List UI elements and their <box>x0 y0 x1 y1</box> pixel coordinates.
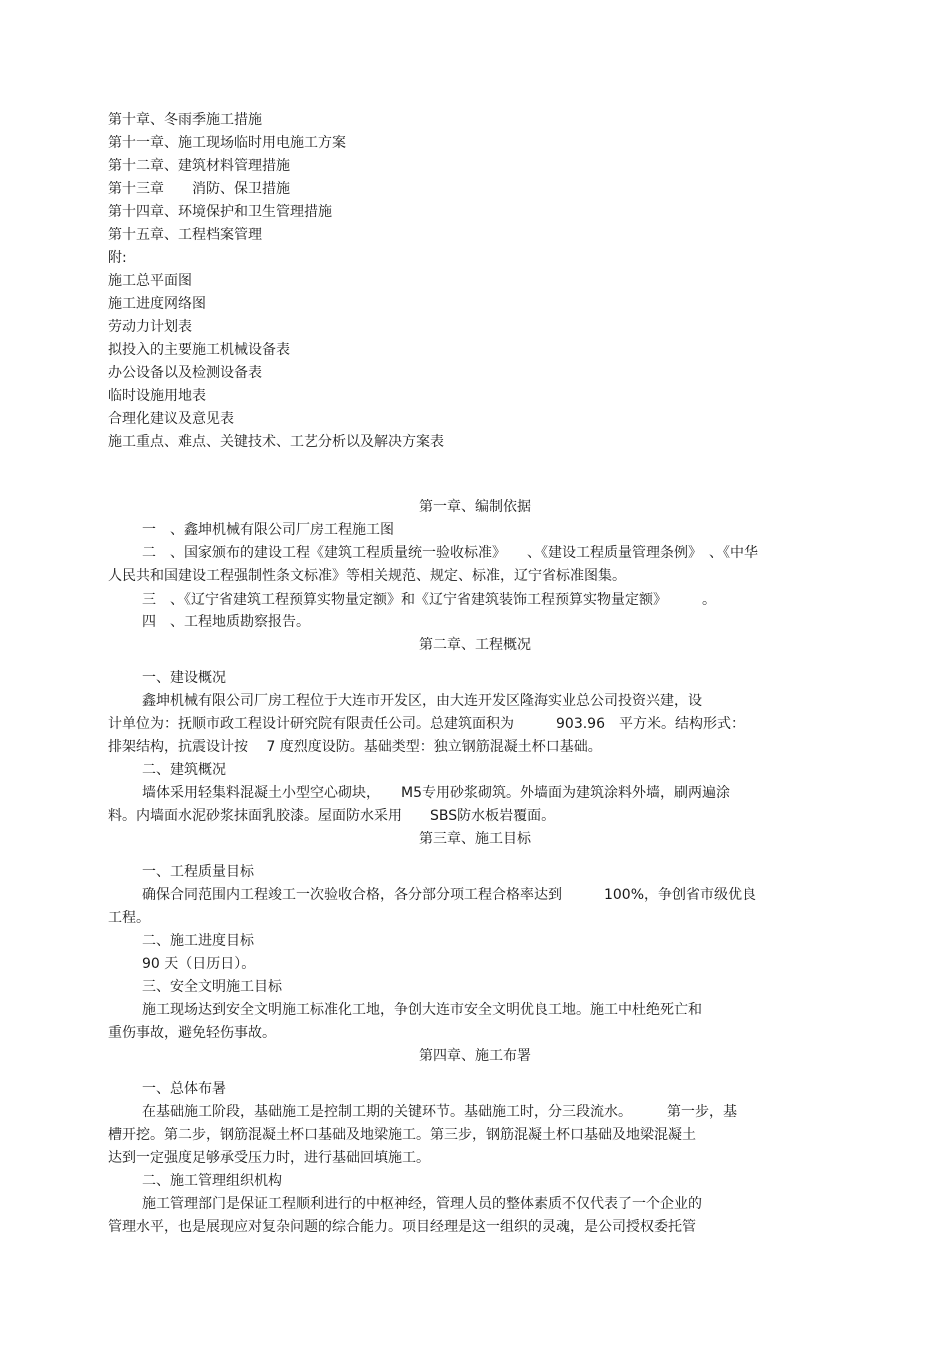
paragraph-line: 计单位为：抚顺市政工程设计研究院有限责任公司。总建筑面积为 903.96 平方米。结构形式： <box>108 716 745 732</box>
paragraph-line: 四 、工程地质勘察报告。 <box>142 614 310 630</box>
toc-item: 第十二章、建筑材料管理措施 <box>108 158 290 174</box>
appendix-label: 附: <box>108 250 127 266</box>
paragraph-line: 槽开挖。第二步，钢筋混凝土杯口基础及地梁施工。第三步，钢筋混凝土杯口基础及地梁混凝土 <box>108 1127 696 1143</box>
paragraph-line: 排架结构，抗震设计按 7 度烈度设防。基础类型：独立钢筋混凝土杯口基础。 <box>108 739 602 755</box>
paragraph-line: 墙体采用轻集料混凝土小型空心砌块， M5专用砂浆砌筑。外墙面为建筑涂料外墙，刷两遍涂 <box>142 785 730 801</box>
toc-item: 第十三章 消防、保卫措施 <box>108 181 290 197</box>
section-heading: 三、安全文明施工目标 <box>142 979 282 995</box>
section-heading: 一、建设概况 <box>142 670 226 686</box>
appendix-item: 劳动力计划表 <box>108 319 192 335</box>
section-heading: 二、施工进度目标 <box>142 933 254 949</box>
toc-item: 第十一章、施工现场临时用电施工方案 <box>108 135 346 151</box>
section-heading: 二、施工管理组织机构 <box>142 1173 282 1189</box>
section-heading: 二、建筑概况 <box>142 762 226 778</box>
paragraph-line: 鑫坤机械有限公司厂房工程位于大连市开发区，由大连开发区隆海实业总公司投资兴建，设 <box>142 693 702 709</box>
appendix-item: 办公设备以及检测设备表 <box>108 365 262 381</box>
paragraph-line: 重伤事故，避免轻伤事故。 <box>108 1025 276 1041</box>
paragraph-line: 达到一定强度足够承受压力时，进行基础回填施工。 <box>108 1150 430 1166</box>
paragraph-line: 二 、国家颁布的建设工程《建筑工程质量统一验收标准》 、《建设工程质量管理条例》 、《中华 <box>142 545 758 561</box>
appendix-item: 临时设施用地表 <box>108 388 206 404</box>
paragraph-line: 确保合同范围内工程竣工一次验收合格，各分部分项工程合格率达到 100%，争创省市级优良 <box>142 887 757 903</box>
appendix-item: 施工总平面图 <box>108 273 192 289</box>
chapter-title: 第一章、编制依据 <box>419 499 531 515</box>
toc-item: 第十五章、工程档案管理 <box>108 227 262 243</box>
paragraph-line: 施工管理部门是保证工程顺利进行的中枢神经，管理人员的整体素质不仅代表了一个企业的 <box>142 1196 702 1212</box>
toc-item: 第十章、冬雨季施工措施 <box>108 112 262 128</box>
paragraph-line: 料。内墙面水泥砂浆抹面乳胶漆。屋面防水采用 SBS防水板岩覆面。 <box>108 808 556 824</box>
appendix-item: 拟投入的主要施工机械设备表 <box>108 342 290 358</box>
paragraph-line: 90 天（日历日）。 <box>142 956 256 972</box>
paragraph-line: 一 、鑫坤机械有限公司厂房工程施工图 <box>142 522 394 538</box>
paragraph-line: 三 、《辽宁省建筑工程预算实物量定额》和《辽宁省建筑装饰工程预算实物量定额》 。 <box>142 592 716 608</box>
appendix-item: 合理化建议及意见表 <box>108 411 234 427</box>
chapter-title: 第三章、施工目标 <box>419 831 531 847</box>
chapter-title: 第四章、施工布署 <box>419 1048 531 1064</box>
appendix-item: 施工进度网络图 <box>108 296 206 312</box>
paragraph-line: 人民共和国建设工程强制性条文标准》等相关规范、规定、标准，辽宁省标准图集。 <box>108 568 626 584</box>
paragraph-line: 施工现场达到安全文明施工标准化工地，争创大连市安全文明优良工地。施工中杜绝死亡和 <box>142 1002 702 1018</box>
toc-item: 第十四章、环境保护和卫生管理措施 <box>108 204 332 220</box>
chapter-title: 第二章、工程概况 <box>419 637 531 653</box>
section-heading: 一、总体布暑 <box>142 1081 226 1097</box>
section-heading: 一、工程质量目标 <box>142 864 254 880</box>
appendix-item: 施工重点、难点、关键技术、工艺分析以及解决方案表 <box>108 434 444 450</box>
paragraph-line: 在基础施工阶段，基础施工是控制工期的关键环节。基础施工时，分三段流水。 第一步，基 <box>142 1104 737 1120</box>
paragraph-line: 管理水平，也是展现应对复杂问题的综合能力。项目经理是这一组织的灵魂，是公司授权委托管 <box>108 1219 696 1235</box>
paragraph-line: 工程。 <box>108 910 150 926</box>
